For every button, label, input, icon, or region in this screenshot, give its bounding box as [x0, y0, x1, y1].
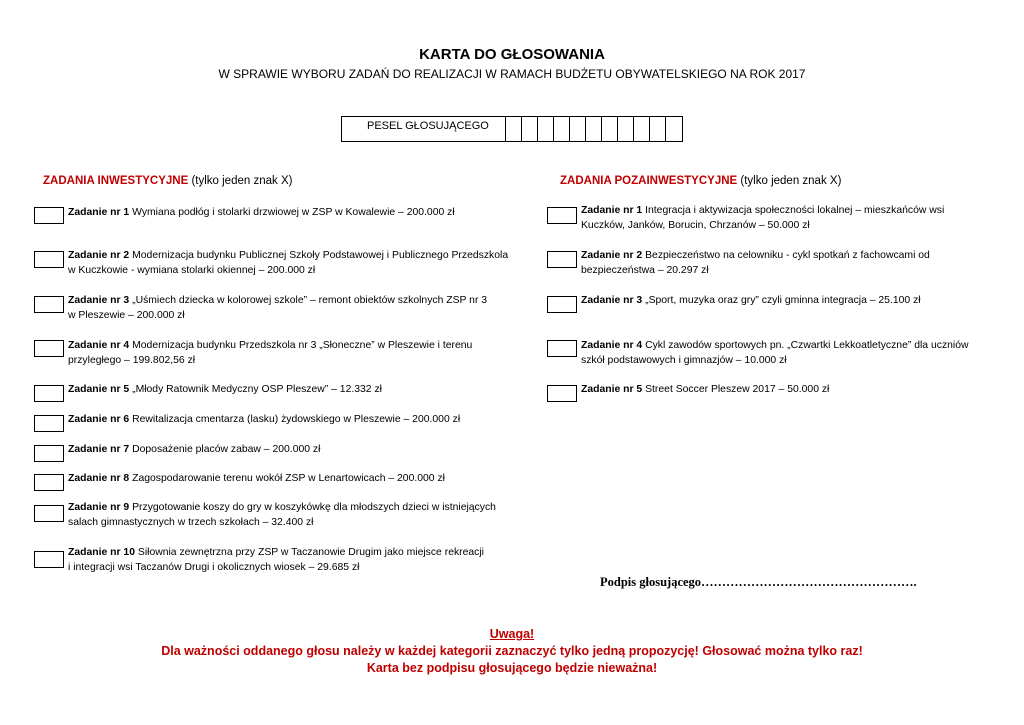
- pesel-digit-cell[interactable]: [506, 117, 522, 141]
- investment-task: Zadanie nr 10 Siłownia zewnętrzna przy ZSP w Taczanowie Drugim jako miejsce rekreacji i integracji wsi Taczanów Drugi i okolicznych wiosek – 29.685 zł: [68, 547, 484, 573]
- noninvestment-heading-label: ZADANIA POZAINWESTYCYJNE: [560, 175, 738, 187]
- pesel-digit-cell[interactable]: [602, 117, 618, 141]
- vote-checkbox[interactable]: [34, 251, 64, 268]
- vote-checkbox[interactable]: [547, 340, 577, 357]
- pesel-digit-cell[interactable]: [634, 117, 650, 141]
- investment-task: Zadanie nr 4 Modernizacja budynku Przedszkola nr 3 „Słoneczne” w Pleszewie i terenu przyległego – 199.802,56 zł: [68, 340, 473, 366]
- investment-heading-hint: (tylko jeden znak X): [191, 175, 293, 187]
- notice-title: Uwaga!: [489, 627, 535, 641]
- noninvestment-task: Zadanie nr 2 Bezpieczeństwo na celowniku - cykl spotkań z fachowcami od bezpieczeństwa – 20.297 zł: [581, 250, 930, 276]
- vote-checkbox[interactable]: [34, 505, 64, 522]
- pesel-digit-cell[interactable]: [570, 117, 586, 141]
- noninvestment-heading: [560, 175, 841, 187]
- vote-checkbox[interactable]: [34, 415, 64, 432]
- noninvestment-heading-hint: (tylko jeden znak X): [740, 175, 842, 187]
- pesel-digit-cell[interactable]: [522, 117, 538, 141]
- ballot-subtitle: W SPRAWIE WYBORU ZADAŃ DO REALIZACJI W RAMACH BUDŻETU OBYWATELSKIEGO NA ROK 2017: [218, 67, 806, 81]
- vote-checkbox[interactable]: [34, 296, 64, 313]
- signature-line[interactable]: Podpis głosującego…………………………………………….: [600, 575, 917, 589]
- investment-task: Zadanie nr 2 Modernizacja budynku Publicznej Szkoły Podstawowej i Publicznego Przedszkola w Kuczkowie - wymiana stolarki okiennej – 200.000 zł: [68, 250, 509, 276]
- noninvestment-task: Zadanie nr 4 Cykl zawodów sportowych pn. „Czwartki Lekkoatletyczne” dla uczniów szkół podstawowych i gimnazjów – 10.000 zł: [581, 340, 969, 366]
- pesel-digit-cell[interactable]: [538, 117, 554, 141]
- vote-checkbox[interactable]: [547, 296, 577, 313]
- noninvestment-task: Zadanie nr 5 Street Soccer Pleszew 2017 – 50.000 zł: [581, 384, 830, 395]
- investment-task: Zadanie nr 6 Rewitalizacja cmentarza (lasku) żydowskiego w Pleszewie – 200.000 zł: [68, 414, 461, 425]
- investment-task: Zadanie nr 9 Przygotowanie koszy do gry w koszykówkę dla młodszych dzieci w istniejących salach gimnastycznych w trzech szkołach – 32.400 zł: [68, 502, 496, 528]
- noninvestment-task: Zadanie nr 1 Integracja i aktywizacja społeczności lokalnej – mieszkańców wsi Kuczków, Janków, Borucin, Chrzanów – 50.000 zł: [581, 205, 945, 231]
- noninvestment-task: Zadanie nr 3 „Sport, muzyka oraz gry” czyli gminna integracja – 25.100 zł: [581, 295, 921, 306]
- notice-line-2: Karta bez podpisu głosującego będzie nieważna!: [366, 661, 658, 675]
- investment-task: Zadanie nr 8 Zagospodarowanie terenu wokół ZSP w Lenartowicach – 200.000 zł: [68, 473, 445, 484]
- investment-heading: [43, 175, 292, 187]
- vote-checkbox[interactable]: [34, 474, 64, 491]
- pesel-field: [341, 116, 683, 142]
- vote-checkbox[interactable]: [547, 251, 577, 268]
- vote-checkbox[interactable]: [34, 207, 64, 224]
- vote-checkbox[interactable]: [547, 207, 577, 224]
- pesel-digit-cell[interactable]: [586, 117, 602, 141]
- pesel-digit-cell[interactable]: [666, 117, 682, 141]
- vote-checkbox[interactable]: [34, 551, 64, 568]
- pesel-label: PESEL GŁOSUJĄCEGO: [342, 117, 506, 141]
- vote-checkbox[interactable]: [547, 385, 577, 402]
- pesel-digit-cell[interactable]: [554, 117, 570, 141]
- investment-task: Zadanie nr 5 „Młody Ratownik Medyczny OSP Pleszew” – 12.332 zł: [68, 384, 382, 395]
- vote-checkbox[interactable]: [34, 340, 64, 357]
- pesel-digit-cell[interactable]: [650, 117, 666, 141]
- investment-task: Zadanie nr 3 „Uśmiech dziecka w kolorowej szkole” – remont obiektów szkolnych ZSP nr 3 w Pleszewie – 200.000 zł: [68, 295, 488, 321]
- investment-task: Zadanie nr 1 Wymiana podłóg i stolarki drzwiowej w ZSP w Kowalewie – 200.000 zł: [68, 207, 455, 218]
- investment-heading-label: ZADANIA INWESTYCYJNE: [43, 175, 189, 187]
- vote-checkbox[interactable]: [34, 385, 64, 402]
- investment-task: Zadanie nr 7 Doposażenie placów zabaw – 200.000 zł: [68, 444, 321, 455]
- pesel-digit-cell[interactable]: [618, 117, 634, 141]
- ballot-title: KARTA DO GŁOSOWANIA: [419, 46, 605, 63]
- notice-line-1: Dla ważności oddanego głosu należy w każdej kategorii zaznaczyć tylko jedną propozycję! Głosować można tylko raz!: [161, 644, 863, 658]
- vote-checkbox[interactable]: [34, 445, 64, 462]
